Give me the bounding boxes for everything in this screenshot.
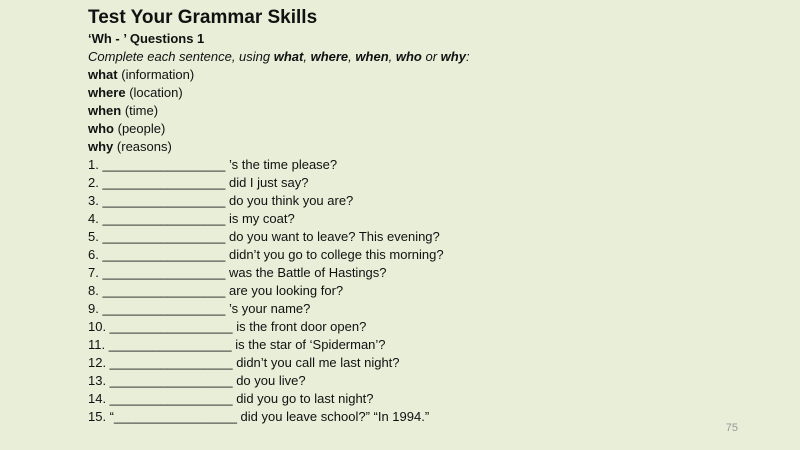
- question-item: 14. _________________ did you go to last night?: [88, 391, 374, 406]
- instruction-word-when: when: [355, 49, 389, 64]
- instruction-sep: ,: [388, 49, 396, 64]
- instruction-word-why: why: [440, 49, 466, 64]
- key-item: [88, 66, 768, 84]
- instruction-word-where: where: [310, 49, 349, 64]
- key-meaning: (location): [125, 85, 183, 100]
- key-meaning: (reasons): [113, 139, 172, 154]
- question-item: 6. _________________ didn’t you go to college this morning?: [88, 247, 444, 262]
- key-word: what: [88, 67, 118, 82]
- key-item: [88, 102, 768, 120]
- question-item: 13. _________________ do you live?: [88, 373, 306, 388]
- key-meaning: (information): [117, 67, 195, 82]
- instruction-word-what: what: [273, 49, 304, 64]
- question-item: 7. _________________ was the Battle of Hastings?: [88, 265, 387, 280]
- instruction-sep: ,: [303, 49, 311, 64]
- instruction-word-who: who: [395, 49, 422, 64]
- key-item: [88, 138, 768, 156]
- key-word: who: [88, 121, 114, 136]
- question-list: [88, 156, 768, 426]
- question-item: 9. _________________ ’s your name?: [88, 301, 311, 316]
- key-item: [88, 120, 768, 138]
- instruction: [88, 48, 768, 66]
- page-number: 75: [725, 422, 738, 434]
- question-item: 15. “_________________ did you leave school?” “In 1994.”: [88, 409, 430, 424]
- question-item: 10. _________________ is the front door open?: [88, 319, 367, 334]
- subtitle: ‘Wh - ’ Questions 1: [88, 31, 205, 46]
- question-item: 2. _________________ did I just say?: [88, 175, 309, 190]
- question-item: 4. _________________ is my coat?: [88, 211, 295, 226]
- question-item: 1. _________________ ’s the time please?: [88, 157, 338, 172]
- question-item: 8. _________________ are you looking for?: [88, 283, 344, 298]
- key-item: [88, 84, 768, 102]
- question-item: 3. _________________ do you think you are?: [88, 193, 354, 208]
- question-item: 12. _________________ didn’t you call me last night?: [88, 355, 400, 370]
- question-item: 11. _________________ is the star of ‘Spiderman’?: [88, 337, 386, 352]
- key-meaning: (people): [114, 121, 166, 136]
- key-list: [88, 66, 768, 156]
- key-word: why: [88, 139, 114, 154]
- key-word: where: [88, 85, 126, 100]
- page-title: Test Your Grammar Skills: [88, 7, 318, 28]
- key-meaning: (time): [121, 103, 159, 118]
- instruction-sep: or: [421, 49, 441, 64]
- instruction-prefix: Complete each sentence, using: [88, 49, 274, 64]
- instruction-sep: ,: [348, 49, 356, 64]
- instruction-suffix: :: [465, 49, 470, 64]
- question-item: 5. _________________ do you want to leave? This evening?: [88, 229, 440, 244]
- slide-content: [88, 6, 768, 426]
- key-word: when: [88, 103, 122, 118]
